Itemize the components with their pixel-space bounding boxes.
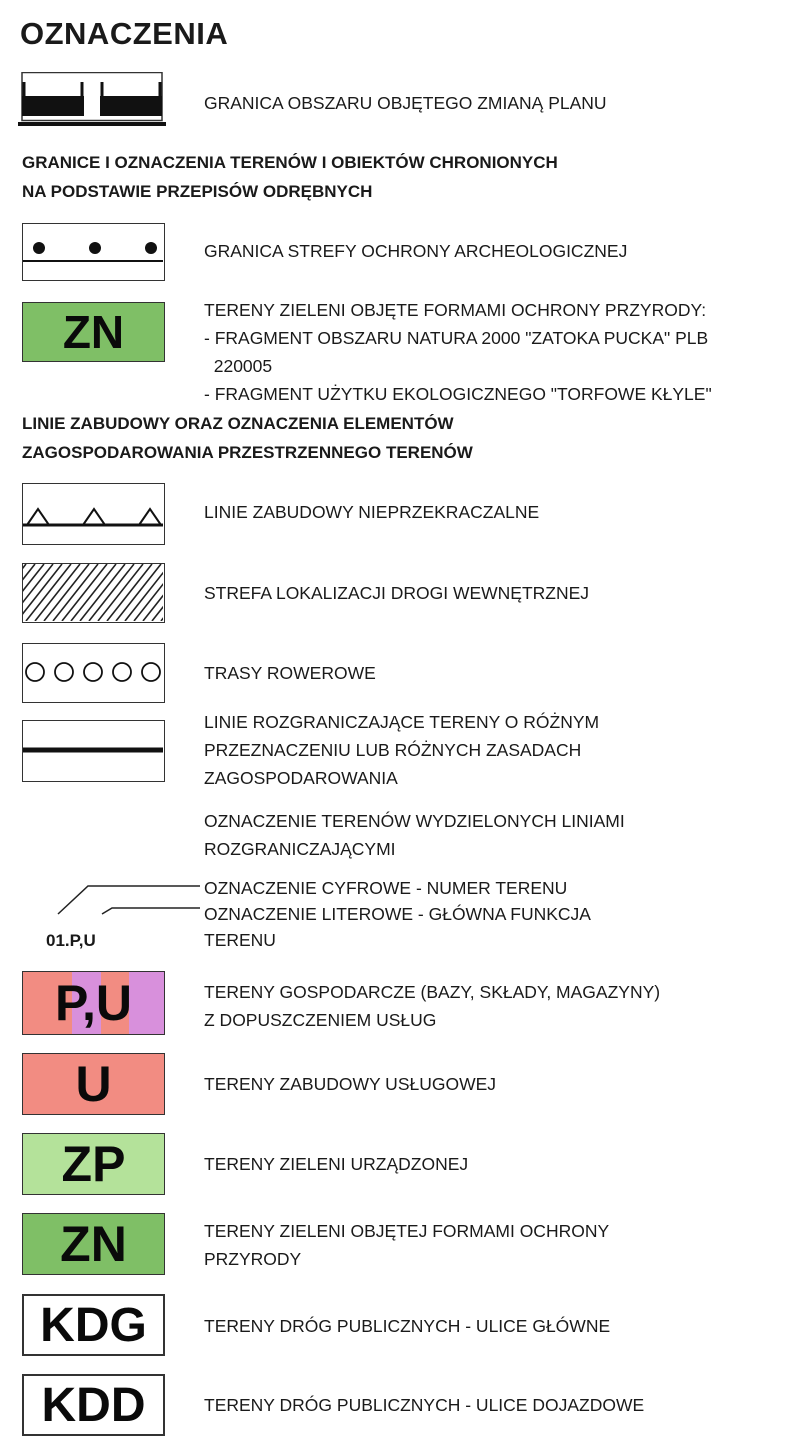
u-code: U: [75, 1056, 112, 1112]
code-example-description: [204, 875, 591, 953]
dividing-line-symbol: [22, 720, 165, 782]
building-line-symbol: [22, 483, 165, 545]
zn-code: ZN: [60, 1216, 127, 1272]
zn-description: [204, 1217, 609, 1273]
desc-line: Z DOPUSZCZENIEM USŁUG: [204, 1010, 437, 1030]
hatch-line: [62, 564, 107, 621]
pu-swatch: [22, 971, 165, 1035]
zp-swatch: [22, 1133, 165, 1195]
zn-swatch: [22, 1213, 165, 1275]
desc-line: PRZEZNACZENIU LUB RÓŻNYCH ZASADACH: [204, 740, 582, 760]
pu-code: P,U: [55, 975, 132, 1031]
zp-label: TERENY ZIELENI URZĄDZONEJ: [204, 1154, 469, 1174]
hatch-line: [89, 564, 134, 621]
desc-line: TERENU: [204, 930, 276, 950]
section-header-line: ZAGOSPODAROWANIA PRZESTRZENNEGO TERENÓW: [22, 443, 473, 462]
code-example-label: 01.P,U: [46, 931, 96, 950]
desc-line: OZNACZENIE LITEROWE - GŁÓWNA FUNKCJA: [204, 904, 591, 924]
section-header-development: [22, 409, 473, 467]
hatch-line: [26, 564, 71, 621]
kdd-label: TERENY DRÓG PUBLICZNYCH - ULICE DOJAZDOWE: [204, 1395, 645, 1415]
desc-line: ZAGOSPODAROWANIA: [204, 768, 398, 788]
pu-description: [204, 978, 660, 1034]
desc-line: OZNACZENIE CYFROWE - NUMER TERENU: [204, 878, 568, 898]
hatch-line: [98, 564, 143, 621]
plan-boundary-label: GRANICA OBSZARU OBJĘTEGO ZMIANĄ PLANU: [204, 93, 607, 113]
legend-title: OZNACZENIA: [20, 16, 229, 51]
kdg-label: TERENY DRÓG PUBLICZNYCH - ULICE GŁÓWNE: [204, 1316, 611, 1336]
zp-code: ZP: [61, 1136, 126, 1192]
archeo-zone-label: GRANICA STREFY OCHRONY ARCHEOLOGICZNEJ: [204, 241, 628, 261]
hatch-line: [53, 564, 98, 621]
desc-line: - FRAGMENT OBSZARU NATURA 2000 "ZATOKA PUCKA" PLB: [204, 328, 709, 348]
hatch-line: [107, 564, 152, 621]
kdd-swatch: [22, 1374, 165, 1436]
desc-line: OZNACZENIE TERENÓW WYDZIELONYCH LINIAMI: [204, 811, 625, 831]
zn-protected-description: [204, 296, 712, 408]
desc-line: 220005: [204, 356, 273, 376]
zn-protected-code: ZN: [62, 306, 125, 358]
desc-line: TERENY GOSPODARCZE (BAZY, SKŁADY, MAGAZYNY): [204, 982, 661, 1002]
hatch-line: [71, 564, 116, 621]
desc-line: - FRAGMENT UŻYTKU EKOLOGICZNEGO "TORFOWE KŁYLE": [204, 384, 712, 404]
dividing-line-description: [204, 708, 599, 792]
u-label: TERENY ZABUDOWY USŁUGOWEJ: [204, 1074, 497, 1094]
kdg-swatch: [22, 1294, 165, 1356]
bike-route-label: TRASY ROWEROWE: [204, 663, 376, 683]
desc-line: LINIE ROZGRANICZAJĄCE TERENY O RÓŻNYM: [204, 712, 600, 732]
area-marking-description: [204, 807, 625, 863]
zn-protected-swatch: [22, 302, 165, 362]
desc-line: PRZYRODY: [204, 1249, 302, 1269]
hatch-line: [44, 564, 89, 621]
building-line-label: LINIE ZABUDOWY NIEPRZEKRACZALNE: [204, 502, 540, 522]
desc-line: TERENY ZIELENI OBJĘTEJ FORMAMI OCHRONY: [204, 1221, 610, 1241]
section-header-protected: [22, 148, 558, 206]
kdd-code: KDD: [41, 1378, 146, 1432]
section-header-line: NA PODSTAWIE PRZEPISÓW ODRĘBNYCH: [22, 182, 373, 201]
kdg-code: KDG: [40, 1298, 147, 1352]
internal-road-label: STREFA LOKALIZACJI DROGI WEWNĘTRZNEJ: [204, 583, 590, 603]
hatch-line: [116, 564, 161, 621]
hatch-line: [35, 564, 80, 621]
hatch-line: [80, 564, 125, 621]
desc-line: TERENY ZIELENI OBJĘTE FORMAMI OCHRONY PRZYRODY:: [204, 300, 707, 320]
u-swatch: [22, 1053, 165, 1115]
desc-line: ROZGRANICZAJĄCYMI: [204, 839, 396, 859]
bike-route-symbol: [22, 643, 165, 703]
plan-boundary-symbol: [18, 72, 166, 134]
section-header-line: LINIE ZABUDOWY ORAZ OZNACZENIA ELEMENTÓW: [22, 414, 454, 433]
leader-lines: [50, 878, 210, 938]
archeo-zone-symbol: [22, 223, 165, 281]
internal-road-hatch-symbol: [22, 563, 165, 623]
section-header-line: GRANICE I OZNACZENIA TERENÓW I OBIEKTÓW CHRONIONYCH: [22, 153, 558, 172]
